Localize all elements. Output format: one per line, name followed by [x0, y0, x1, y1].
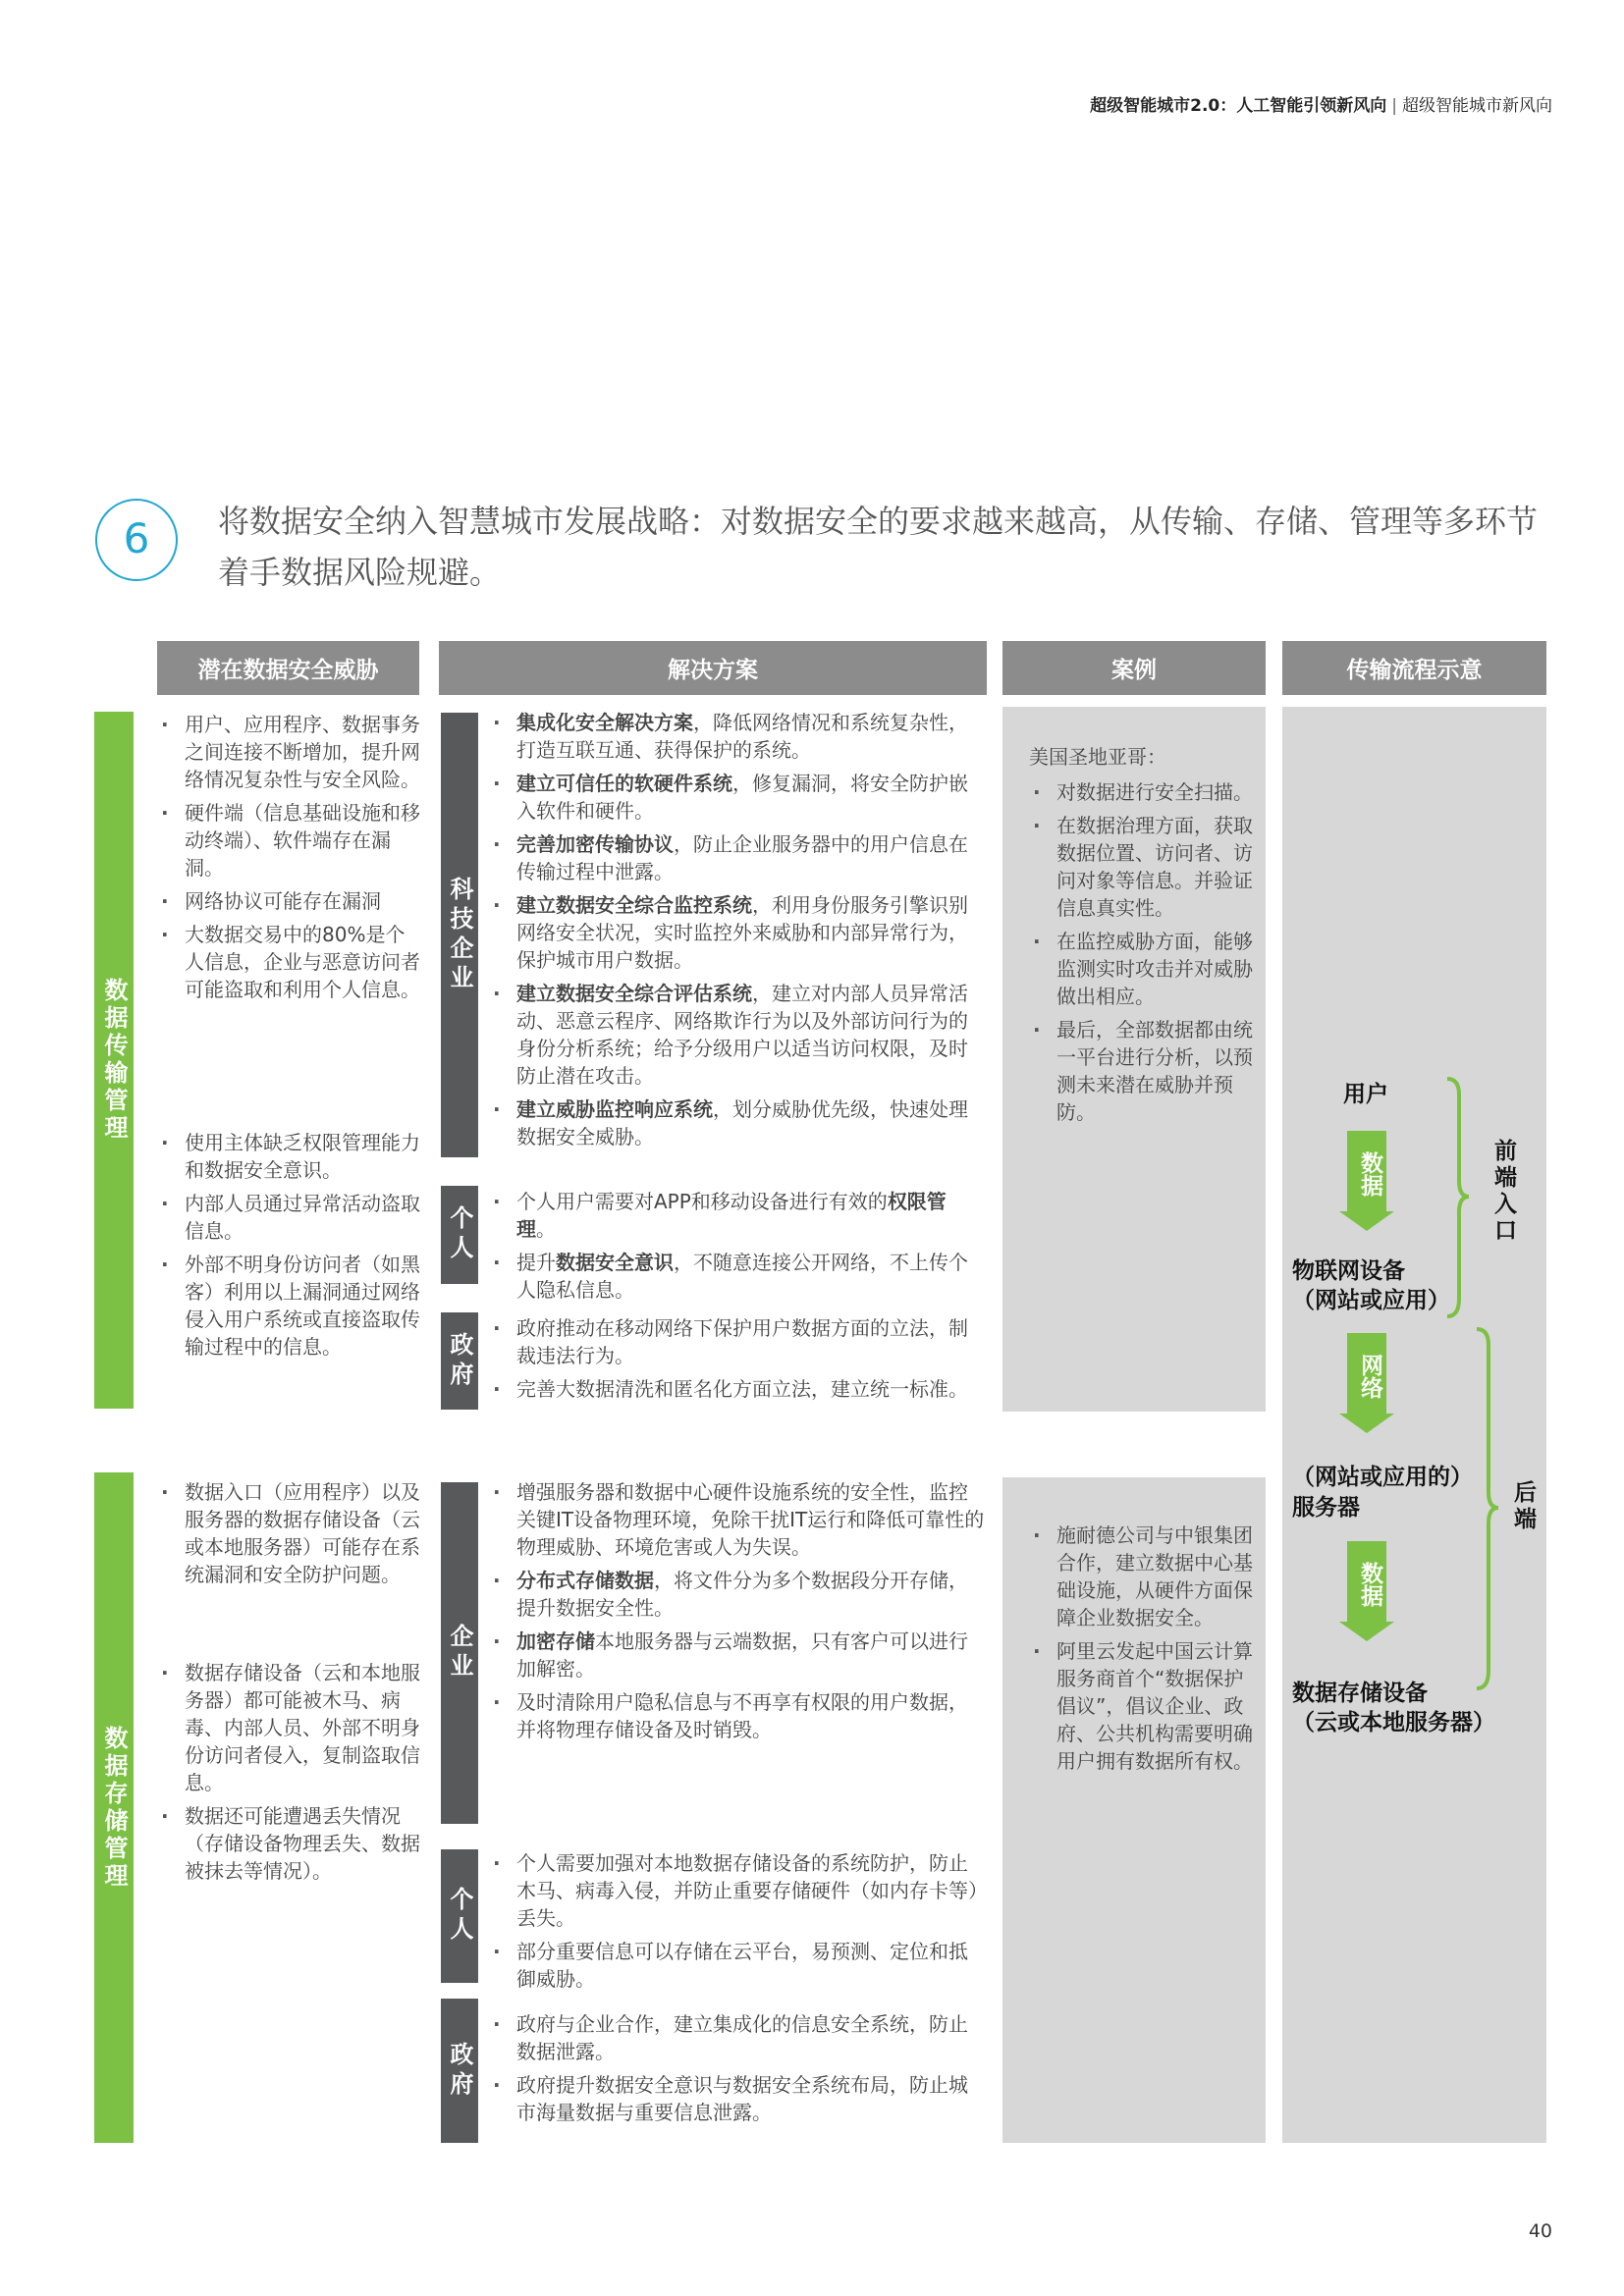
- column-header-threats: 潜在数据安全威胁: [157, 641, 419, 695]
- flow-label-backend: 后端: [1510, 1480, 1536, 1533]
- group-label-government-storage: [441, 1999, 478, 2143]
- flow-iot: 物联网设备: [1292, 1258, 1405, 1284]
- solutions-government-storage: [489, 2010, 985, 2132]
- column-header-cases: 案例: [1002, 641, 1266, 695]
- list-item: · 政府提升数据安全意识与数据安全系统布局，防止城市海量数据与重要信息泄露。: [489, 2071, 985, 2126]
- page-number: 40: [1528, 2220, 1552, 2242]
- list-item: · 内部人员通过异常活动盗取信息。: [157, 1190, 420, 1245]
- column-header-solutions: 解决方案: [439, 641, 987, 695]
- section-label-text: 数据传输管理: [100, 978, 128, 1143]
- group-label-enterprises: [441, 1482, 478, 1824]
- threats-storage-b: [157, 1659, 420, 1891]
- arrow-label: 网络: [1347, 1333, 1386, 1414]
- list-item: · 最后，全部数据都由统一平台进行分析，以预测未来潜在威胁并预防。: [1029, 1016, 1255, 1126]
- list-item: · 建立可信任的软硬件系统，修复漏洞，将安全防护嵌入软件和硬件。: [489, 770, 985, 825]
- group-label-text: 政府: [446, 1331, 473, 1391]
- arrow-down-icon: [1339, 1211, 1394, 1231]
- group-label-individuals: [441, 1186, 478, 1284]
- flow-storage-sub: （云或本地服务器）: [1292, 1710, 1495, 1735]
- list-item: · 及时清除用户隐私信息与不再享有权限的用户数据，并将物理存储设备及时销毁。: [489, 1688, 985, 1743]
- case-content-storage: [1029, 1522, 1255, 1781]
- threats-transmission-a: [157, 711, 420, 1009]
- group-label-text: 企业: [446, 1624, 473, 1682]
- section-label-transmission: [94, 712, 134, 1409]
- point-headline: 将数据安全纳入智慧城市发展战略：对数据安全的要求越来越高，从传输、存储、管理等多环节着手数据风险规避。: [218, 503, 1539, 591]
- solutions-enterprises: [489, 1478, 985, 1749]
- list-item: · 完善加密传输协议，防止企业服务器中的用户信息在传输过程中泄露。: [489, 830, 985, 885]
- arrow-down-icon: [1339, 1622, 1394, 1641]
- flow-server: 服务器: [1292, 1495, 1360, 1521]
- list-item: · 施耐德公司与中银集团合作，建立数据中心基础设施，从硬件方面保障企业数据安全。: [1029, 1522, 1255, 1631]
- list-item: · 数据还可能遭遇丢失情况（存储设备物理丢失、数据被抹去等情况）。: [157, 1802, 420, 1885]
- solutions-tech-companies: [489, 709, 985, 1156]
- running-header: 超级智能城市2.0：人工智能引领新风向 | 超级智能城市新风向: [1090, 96, 1552, 116]
- list-item: · 使用主体缺乏权限管理能力和数据安全意识。: [157, 1129, 420, 1184]
- list-item: · 对数据进行安全扫描。: [1029, 778, 1255, 806]
- list-item: · 集成化安全解决方案，降低网络情况和系统复杂性，打造互联互通、获得保护的系统。: [489, 709, 985, 764]
- case-intro: 美国圣地亚哥：: [1029, 745, 1166, 769]
- point-number-badge: 6: [95, 499, 178, 581]
- group-label-government: [441, 1312, 478, 1410]
- list-item: · 硬件端（信息基础设施和移动终端）、软件端存在漏洞。: [157, 799, 420, 881]
- solutions-individuals-storage: [489, 1849, 985, 1999]
- group-label-text: 科技企业: [446, 876, 473, 994]
- list-item: · 在监控威胁方面，能够监测实时攻击并对威胁做出相应。: [1029, 928, 1255, 1010]
- case-content-transmission: [1029, 743, 1255, 1132]
- list-item: · 个人需要加强对本地数据存储设备的系统防护，防止木马、病毒入侵，并防止重要存储硬件（如内存卡等）丢失。: [489, 1849, 985, 1932]
- flow-storage: 数据存储设备: [1292, 1681, 1428, 1706]
- threats-storage-a: [157, 1478, 420, 1594]
- list-item: · 在数据治理方面，获取数据位置、访问者、访问对象等信息。并验证信息真实性。: [1029, 812, 1255, 922]
- report-title: 超级智能城市2.0：人工智能引领新风向: [1090, 96, 1387, 116]
- list-item: · 部分重要信息可以存储在云平台，易预测、定位和抵御威胁。: [489, 1938, 985, 1993]
- section-label-storage: [94, 1472, 134, 2143]
- list-item: · 政府推动在移动网络下保护用户数据方面的立法，制裁违法行为。: [489, 1314, 985, 1369]
- flow-arrow-data-2: [1347, 1541, 1386, 1641]
- list-item: · 完善大数据清洗和匿名化方面立法，建立统一标准。: [489, 1375, 985, 1403]
- group-label-tech-companies: [441, 713, 478, 1157]
- flow-arrow-data-1: [1347, 1131, 1386, 1231]
- flow-user: 用户: [1343, 1082, 1388, 1107]
- list-item: · 阿里云发起中国云计算服务商首个“数据保护倡议”，倡议企业、政府、公共机构需要明确用户拥有数据所有权。: [1029, 1637, 1255, 1775]
- arrow-label: 数据: [1347, 1131, 1386, 1211]
- flow-iot-sub: （网站或应用）: [1292, 1288, 1450, 1313]
- list-item: · 外部不明身份访问者（如黑客）利用以上漏洞通过网络侵入用户系统或直接盗取传输过程中的信息。: [157, 1251, 420, 1361]
- group-label-text: 个人: [446, 1887, 473, 1946]
- flow-panel: [1282, 707, 1546, 2143]
- list-item: · 网络协议可能存在漏洞: [157, 887, 420, 915]
- flow-arrow-network: [1347, 1333, 1386, 1433]
- flow-label-frontend: 前端入口: [1490, 1139, 1516, 1245]
- group-label-text: 个人: [446, 1205, 473, 1264]
- section-label-text: 数据存储管理: [100, 1725, 128, 1891]
- flow-server-sub: （网站或应用的）: [1292, 1465, 1473, 1490]
- brace-frontend: [1443, 1075, 1473, 1320]
- list-item: · 建立威胁监控响应系统，划分威胁优先级，快速处理数据安全威胁。: [489, 1095, 985, 1150]
- column-header-flow: 传输流程示意: [1282, 641, 1546, 695]
- arrow-label: 数据: [1347, 1541, 1386, 1622]
- list-item: · 增强服务器和数据中心硬件设施系统的安全性，监控关键IT设备物理环境，免除干扰IT运行和降低可靠性的物理威胁、环境危害或人为失误。: [489, 1478, 985, 1561]
- list-item: · 提升数据安全意识，不随意连接公开网络，不上传个人隐私信息。: [489, 1249, 985, 1304]
- list-item: · 加密存储本地服务器与云端数据，只有客户可以进行加解密。: [489, 1628, 985, 1682]
- list-item: · 建立数据安全综合监控系统，利用身份服务引擎识别网络安全状况，实时监控外来威胁和内部异常行为，保护城市用户数据。: [489, 891, 985, 974]
- section-name: 超级智能城市新风向: [1402, 96, 1552, 116]
- solutions-government: [489, 1314, 985, 1409]
- list-item: · 数据入口（应用程序）以及服务器的数据存储设备（云或本地服务器）可能存在系统漏洞和安全防护问题。: [157, 1478, 420, 1588]
- list-item: · 政府与企业合作，建立集成化的信息安全系统，防止数据泄露。: [489, 2010, 985, 2065]
- group-label-text: 政府: [446, 2041, 473, 2101]
- arrow-down-icon: [1339, 1414, 1394, 1433]
- list-item: · 建立数据安全综合评估系统，建立对内部人员异常活动、恶意云程序、网络欺诈行为以及外部访问行为的身份分析系统；给予分级用户以适当访问权限，及时防止潜在攻击。: [489, 980, 985, 1090]
- list-item: · 数据存储设备（云和本地服务器）都可能被木马、病毒、内部人员、外部不明身份访问者侵入，复制盗取信息。: [157, 1659, 420, 1796]
- group-label-individuals-storage: [441, 1849, 478, 1983]
- brace-backend: [1473, 1325, 1502, 1692]
- list-item: · 个人用户需要对APP和移动设备进行有效的权限管理。: [489, 1188, 985, 1243]
- list-item: · 大数据交易中的80%是个人信息，企业与恶意访问者可能盗取和利用个人信息。: [157, 921, 420, 1003]
- list-item: · 用户、应用程序、数据事务之间连接不断增加，提升网络情况复杂性与安全风险。: [157, 711, 420, 793]
- solutions-individuals: [489, 1188, 985, 1309]
- list-item: · 分布式存储数据，将文件分为多个数据段分开存储，提升数据安全性。: [489, 1567, 985, 1622]
- threats-transmission-b: [157, 1129, 420, 1366]
